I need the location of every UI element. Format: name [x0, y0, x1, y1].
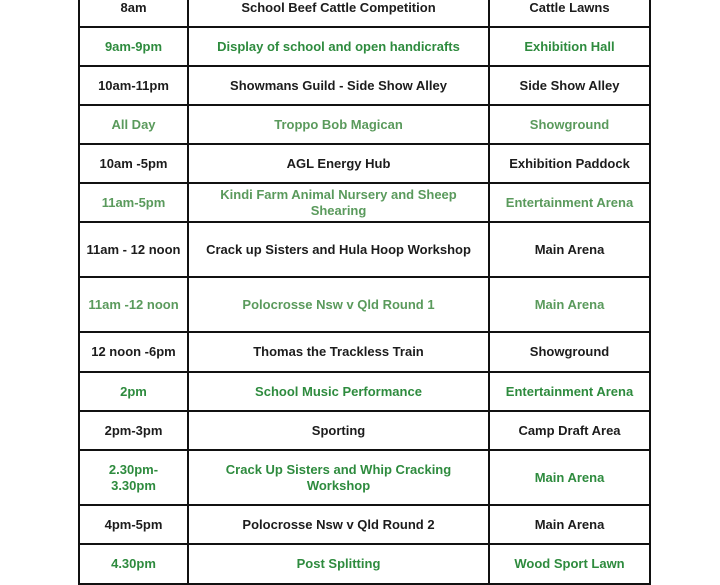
- event-schedule-table: [78, 0, 651, 585]
- location-cell: Main Arena: [489, 450, 650, 505]
- event-cell: School Music Performance: [188, 372, 489, 411]
- table-row: [79, 277, 650, 332]
- event-cell: Showmans Guild - Side Show Alley: [188, 66, 489, 105]
- time-cell: 8am: [79, 0, 188, 27]
- table-row: [79, 372, 650, 411]
- table-row: [79, 105, 650, 144]
- table-row: [79, 183, 650, 222]
- time-cell: 10am-11pm: [79, 66, 188, 105]
- event-cell: Thomas the Trackless Train: [188, 332, 489, 372]
- event-cell: Crack up Sisters and Hula Hoop Workshop: [188, 222, 489, 277]
- table-row: [79, 66, 650, 105]
- location-cell: Entertainment Arena: [489, 183, 650, 222]
- time-cell: 2pm: [79, 372, 188, 411]
- table-row: [79, 544, 650, 584]
- event-cell: Display of school and open handicrafts: [188, 27, 489, 66]
- location-cell: Exhibition Hall: [489, 27, 650, 66]
- time-cell: 12 noon -6pm: [79, 332, 188, 372]
- time-cell: 11am-5pm: [79, 183, 188, 222]
- time-cell: 2.30pm- 3.30pm: [79, 450, 188, 505]
- location-cell: Wood Sport Lawn: [489, 544, 650, 584]
- table-row: [79, 411, 650, 450]
- schedule-body: [79, 0, 650, 584]
- location-cell: Exhibition Paddock: [489, 144, 650, 183]
- event-cell: Troppo Bob Magican: [188, 105, 489, 144]
- time-cell: 2pm-3pm: [79, 411, 188, 450]
- event-cell: Crack Up Sisters and Whip Cracking Workshop: [188, 450, 489, 505]
- location-cell: Main Arena: [489, 505, 650, 544]
- table-row: [79, 222, 650, 277]
- event-cell: Kindi Farm Animal Nursery and Sheep Shearing: [188, 183, 489, 222]
- table-row: [79, 505, 650, 544]
- time-cell: 9am-9pm: [79, 27, 188, 66]
- time-cell: 11am -12 noon: [79, 277, 188, 332]
- location-cell: Entertainment Arena: [489, 372, 650, 411]
- event-cell: Sporting: [188, 411, 489, 450]
- location-cell: Showground: [489, 332, 650, 372]
- location-cell: Main Arena: [489, 277, 650, 332]
- event-cell: AGL Energy Hub: [188, 144, 489, 183]
- location-cell: Cattle Lawns: [489, 0, 650, 27]
- location-cell: Showground: [489, 105, 650, 144]
- table-row: [79, 450, 650, 505]
- event-cell: Post Splitting: [188, 544, 489, 584]
- location-cell: Side Show Alley: [489, 66, 650, 105]
- time-cell: All Day: [79, 105, 188, 144]
- table-row: [79, 332, 650, 372]
- table-row: [79, 144, 650, 183]
- event-cell: Polocrosse Nsw v Qld Round 2: [188, 505, 489, 544]
- event-cell: School Beef Cattle Competition: [188, 0, 489, 27]
- table-row: [79, 27, 650, 66]
- time-cell: 11am - 12 noon: [79, 222, 188, 277]
- event-cell: Polocrosse Nsw v Qld Round 1: [188, 277, 489, 332]
- location-cell: Main Arena: [489, 222, 650, 277]
- table-row: [79, 0, 650, 27]
- location-cell: Camp Draft Area: [489, 411, 650, 450]
- time-cell: 4.30pm: [79, 544, 188, 584]
- time-cell: 4pm-5pm: [79, 505, 188, 544]
- time-cell: 10am -5pm: [79, 144, 188, 183]
